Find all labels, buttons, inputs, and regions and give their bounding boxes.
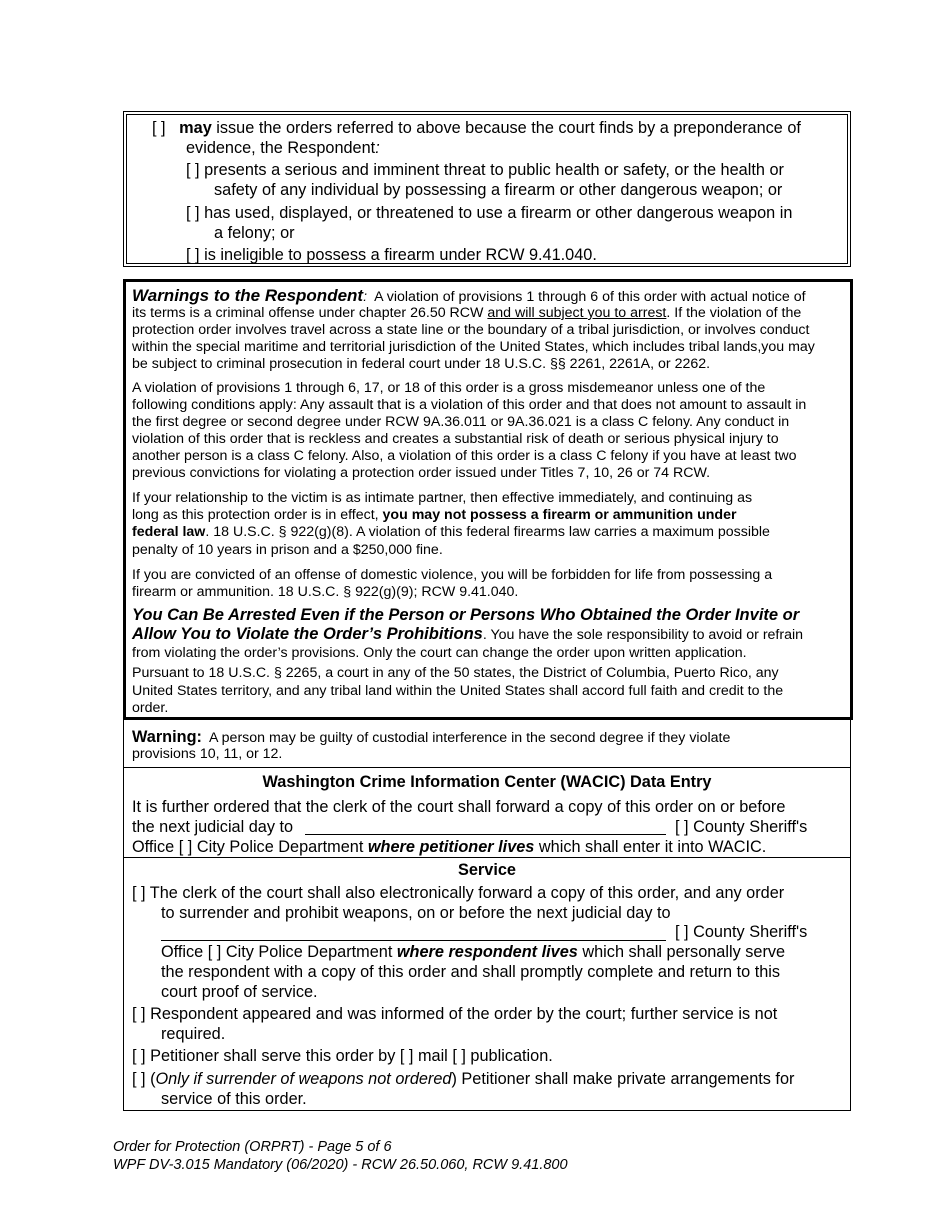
full-faith-line: United States territory, and any tribal land within the United States shall accord full faith and credit to the — [132, 683, 784, 699]
service-clerk-line2: to surrender and prohibit weapons, on or before the next judicial day to — [161, 904, 671, 922]
arrest-warning-heading: You Can Be Arrested Even if the Person or Persons Who Obtained the Order Invite or — [132, 606, 800, 624]
finding-item-threat: [ ] presents a serious and imminent threat to public health or safety, or the health or — [186, 161, 784, 179]
service-clerk-line6: court proof of service. — [161, 983, 318, 1001]
warnings-p2-line: violation of this order that is reckless and creates a substantial risk of death or serious physical injury to — [132, 431, 779, 447]
federal-firearms-line2: long as this protection order is in effect, you may not possess a firearm or ammunition under — [132, 507, 737, 523]
felony-checkbox[interactable]: [ ] — [186, 204, 200, 222]
dv-conviction-line1: If you are convicted of an offense of domestic violence, you will be forbidden for life from possessing a — [132, 567, 773, 583]
finding-item-felony: [ ] has used, displayed, or threatened to use a firearm or other dangerous weapon in — [186, 204, 793, 222]
divider — [123, 857, 851, 858]
threat-checkbox[interactable]: [ ] — [186, 161, 200, 179]
warnings-heading-line: Warnings to the Respondent: A violation of provisions 1 through 6 of this order with actual notice of — [132, 286, 806, 305]
warnings-p1-line3: protection order involves travel across a state line or the boundary of a tribal jurisdiction, or involves conduct — [132, 322, 810, 338]
warnings-heading: Warnings to the Respondent — [132, 286, 364, 305]
respondent-appeared-option[interactable]: [ ] Respondent appeared and was informed of the order by the court; further service is not — [132, 1005, 778, 1023]
federal-firearms-line1: If your relationship to the victim is as intimate partner, then effective immediately, and continuing as — [132, 490, 753, 506]
arrest-warning-line2: Allow You to Violate the Order’s Prohibitions. You have the sole responsibility to avoid or refrain — [132, 625, 804, 643]
full-faith-line: Pursuant to 18 U.S.C. § 2265, a court in any of the 50 states, the District of Columbia, Puerto Rico, any — [132, 665, 779, 681]
wacic-line3: Office [ ] City Police Department where petitioner lives which shall enter it into WACIC. — [132, 838, 767, 856]
arrest-warning-line3: from violating the order’s provisions. Only the court can change the order upon written application. — [132, 645, 747, 661]
ineligible-checkbox[interactable]: [ ] — [186, 246, 200, 264]
wacic-title: Washington Crime Information Center (WACIC) Data Entry — [262, 773, 712, 791]
wacic-agency-blank[interactable] — [305, 834, 666, 835]
service-clerk-option[interactable]: [ ] The clerk of the court shall also electronically forward a copy of this order, and any order — [132, 884, 785, 902]
finding-item-ineligible: [ ] is ineligible to possess a firearm under RCW 9.41.040. — [186, 246, 597, 264]
dv-conviction-line2: firearm or ammunition. 18 U.S.C. § 922(g)(9); RCW 9.41.040. — [132, 584, 519, 600]
service-clerk-line5: the respondent with a copy of this order and shall promptly complete and return to this — [161, 963, 781, 981]
may-issue-line-2: evidence, the Respondent: — [186, 139, 380, 157]
service-county-sheriff-option[interactable]: [ ] County Sheriff's — [675, 923, 808, 941]
service-agency-blank[interactable] — [161, 940, 666, 941]
warnings-p2-line: another person is a class C felony. Also, a violation of this order is a class C felony if you have at least two — [132, 448, 797, 464]
service-clerk-line4: Office [ ] City Police Department where respondent lives which shall personally serve — [161, 943, 786, 961]
divider — [123, 767, 851, 768]
wacic-county-sheriff-option[interactable]: [ ] County Sheriff's — [675, 818, 808, 836]
warnings-p2-line: the first degree or second degree under RCW 9A.36.011 or 9A.36.021 is a class C felony. Any conduct in — [132, 414, 790, 430]
private-arrangements-line2: service of this order. — [161, 1090, 307, 1108]
warnings-p1-line4: within the special maritime and territorial jurisdiction of the United States, which includes tribal lands,you may — [132, 339, 815, 355]
full-faith-line: order. — [132, 700, 169, 716]
private-arrangements-option[interactable]: [ ] (Only if surrender of weapons not ordered) Petitioner shall make private arrangements for — [132, 1070, 795, 1088]
footer-form-title: Order for Protection (ORPRT) - Page 5 of 6 — [113, 1139, 392, 1155]
custodial-warning-line2: provisions 10, 11, or 12. — [132, 746, 283, 762]
respondent-appeared-line2: required. — [161, 1025, 226, 1043]
finding-item-felony-line2: a felony; or — [214, 224, 295, 242]
service-title: Service — [458, 861, 516, 879]
custodial-warning-label: Warning: — [132, 728, 202, 746]
warnings-p2-line: previous convictions for violating a protection order issued under Titles 7, 10, 26 or 74 RCW. — [132, 465, 711, 481]
finding-item-threat-line2: safety of any individual by possessing a firearm or other dangerous weapon; or — [214, 181, 783, 199]
warnings-p2-line: A violation of provisions 1 through 6, 17, or 18 of this order is a gross misdemeanor unless one of the — [132, 380, 766, 396]
petitioner-serve-option[interactable]: [ ] Petitioner shall serve this order by [ ] mail [ ] publication. — [132, 1047, 553, 1065]
may-issue-line: [ ] may issue the orders referred to above because the court finds by a preponderance of — [152, 119, 801, 137]
wacic-line2-label: the next judicial day to — [132, 818, 294, 836]
footer-form-number: WPF DV-3.015 Mandatory (06/2020) - RCW 26.50.060, RCW 9.41.800 — [113, 1157, 568, 1173]
federal-firearms-line4: penalty of 10 years in prison and a $250,000 fine. — [132, 542, 443, 558]
wacic-line1: It is further ordered that the clerk of the court shall forward a copy of this order on or before — [132, 798, 786, 816]
custodial-warning-line1: Warning: A person may be guilty of custodial interference in the second degree if they violate — [132, 728, 731, 746]
warnings-p1-line2: its terms is a criminal offense under chapter 26.50 RCW and will subject you to arrest. If the violation of the — [132, 305, 802, 321]
warnings-p1-line5: be subject to criminal prosecution in federal court under 18 U.S.C. §§ 2261, 2261A, or 2262. — [132, 356, 711, 372]
warnings-p2-line: following conditions apply: Any assault that is a violation of this order and that does not amount to assault in — [132, 397, 807, 413]
federal-firearms-line3: federal law. 18 U.S.C. § 922(g)(8). A violation of this federal firearms law carries a maximum possible — [132, 524, 770, 540]
may-issue-checkbox[interactable]: [ ] — [152, 119, 166, 137]
